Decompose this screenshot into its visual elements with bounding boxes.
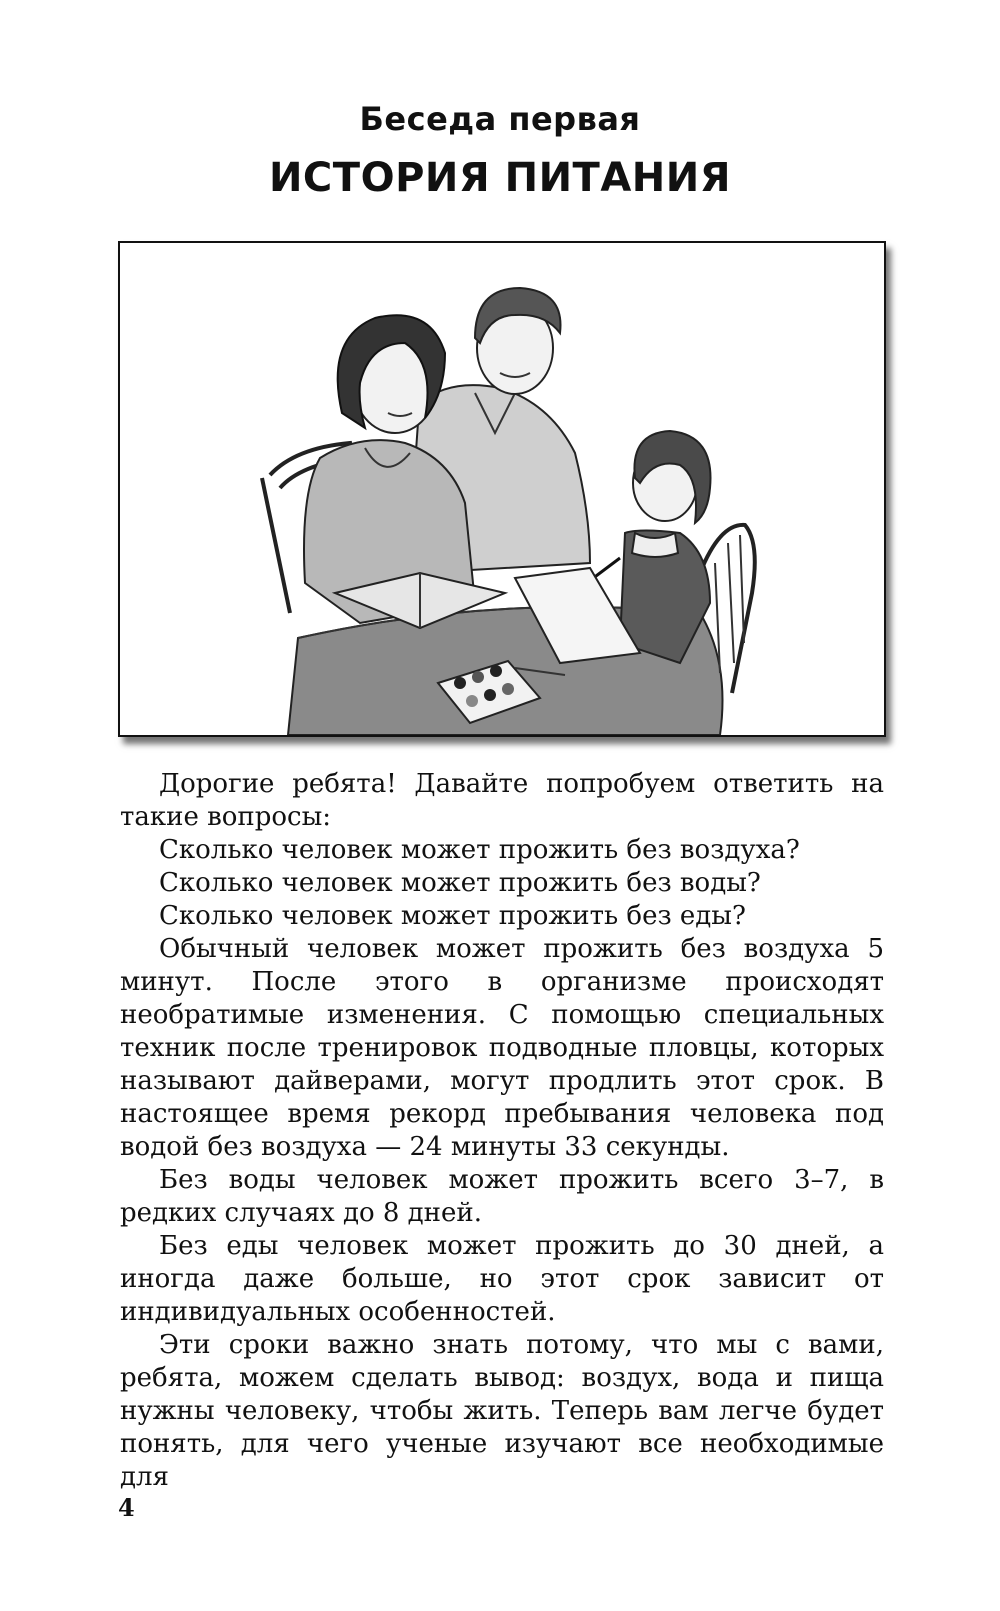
chapter-title: ИСТОРИЯ ПИТАНИЯ — [268, 155, 732, 201]
paragraph-conclusion: Эти сроки важно знать потому, что мы с вами, ребята, можем сделать вывод: воздух, вода и пища нужны человеку, чтобы жить. Теперь вам легче будет понять, для чего ученые изучают все необходимые для — [120, 1330, 884, 1492]
paragraph-intro: Дорогие ребята! Давайте попробуем ответить на такие вопросы: — [120, 769, 884, 832]
question-water: Сколько человек может прожить без воды? — [159, 868, 761, 898]
chapter-subtitle: Беседа первая — [359, 100, 641, 138]
body-text — [120, 768, 884, 1494]
question-air: Сколько человек может прожить без воздуха? — [159, 835, 800, 865]
paragraph-food: Без еды человек может прожить до 30 дней, а иногда даже больше, но этот срок зависит от индивидуальных особенностей. — [120, 1231, 884, 1327]
paragraph-water: Без воды человек может прожить всего 3–7, в редких случаях до 8 дней. — [120, 1165, 884, 1228]
paragraph-air: Обычный человек может прожить без воздуха 5 минут. После этого в организме происходят необратимые изменения. С помощью специальных техник после тренировок подводные пловцы, которых называют дайверами, могут продлить этот срок. В настоящее время рекорд пребывания человека под водой без воздуха — 24 минуты 33 секунды. — [120, 934, 884, 1162]
illustration-frame — [118, 241, 886, 737]
question-food: Сколько человек может прожить без еды? — [159, 901, 746, 931]
family-at-table-illustration — [120, 243, 884, 735]
page-number: 4 — [118, 1493, 135, 1522]
